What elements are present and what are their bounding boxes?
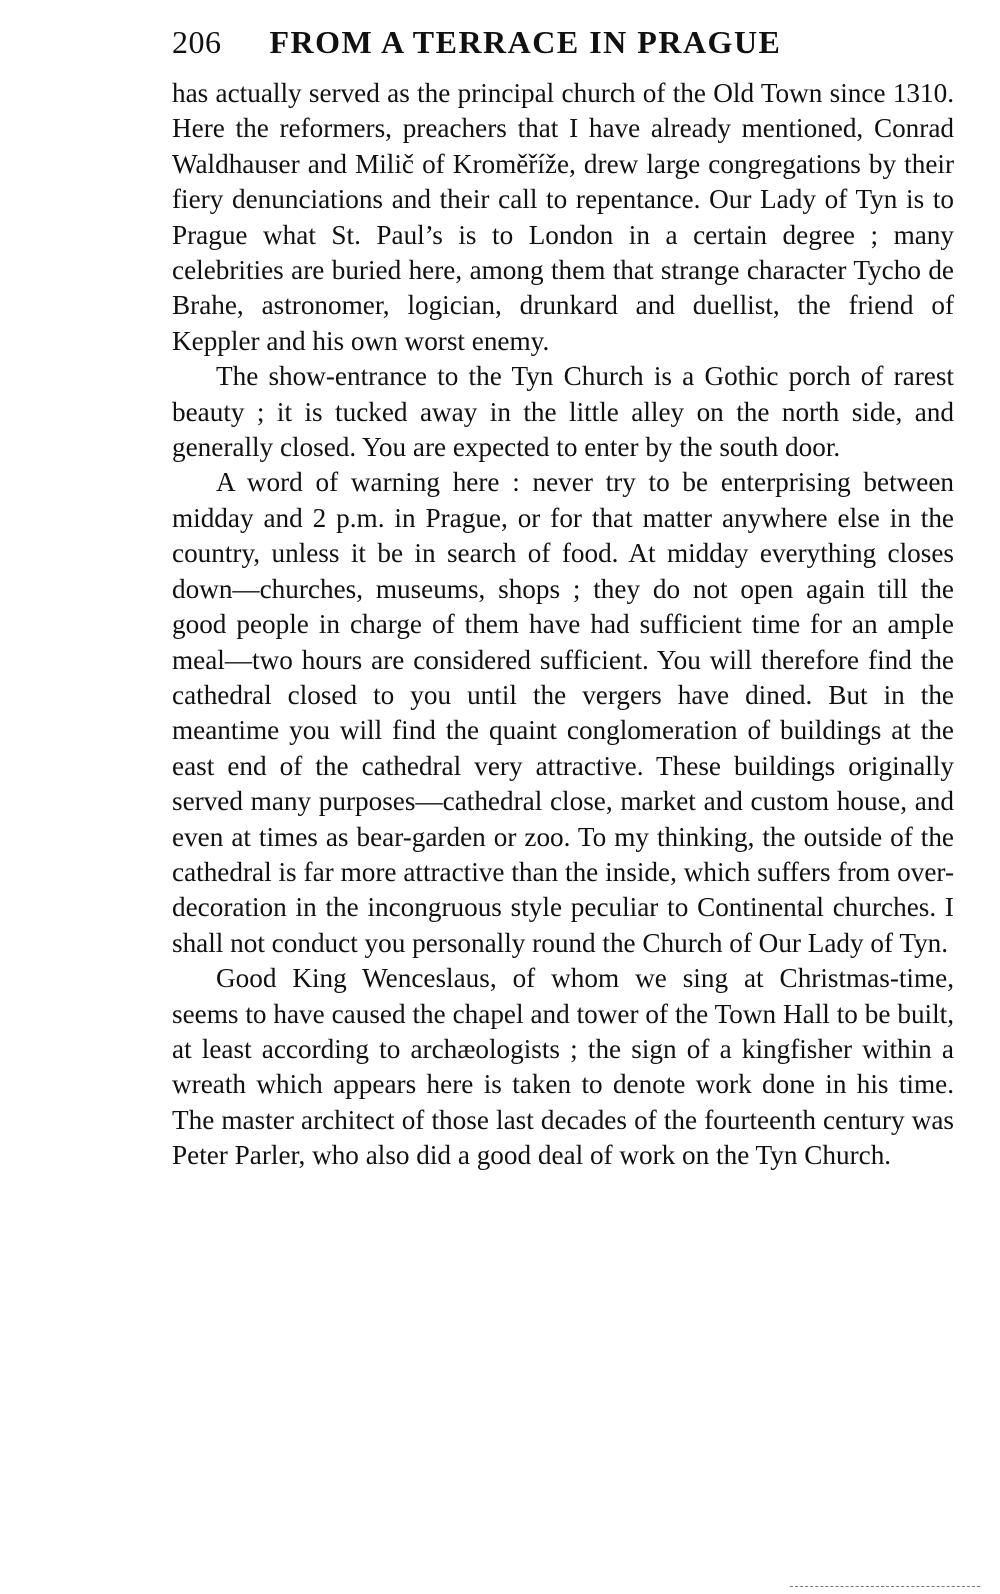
paragraph-tyn-porch: The show-entrance to the Tyn Church is a Gothic porch of rarest beauty ; it is tucked away in the little alley on the north side, and generally closed. You are expected to enter by the south door. bbox=[172, 361, 954, 463]
footer-rule bbox=[790, 1586, 980, 1587]
book-page bbox=[172, 24, 954, 1174]
paragraph-midday-warning: A word of warning here : never try to be enterprising between midday and 2 p.m. in Prague, or for that matter anywhere else in the country, unless it be in search of food. At midday everything closes down—churches, museums, shops ; they do not open again till the good people in charge of them have had sufficient time for an ample meal—two hours are considered sufficient. You will therefore find the cathedral closed to you until the vergers have dined. But in the meantime you will find the quaint conglomeration of buildings at the east end of the cathedral very attractive. These buildings originally served many purposes—cathedral close, market and custom house, and even at times as bear-garden or zoo. To my thinking, the outside of the cathedral is far more attractive than the inside, which suffers from over-decoration in the incongruous style peculiar to Continental churches. I shall not conduct you personally round the Church of Our Lady of Tyn. bbox=[172, 467, 954, 958]
running-head bbox=[172, 24, 954, 76]
paragraph-wenceslaus: Good King Wenceslaus, of whom we sing at Christmas-time, seems to have caused the chapel and tower of the Town Hall to be built, at least according to archæologists ; the sign of a kingfisher within a wreath which appears here is taken to denote work done in his time. The master architect of those last decades of the fourteenth century was Peter Parler, who also did a good deal of work on the Tyn Church. bbox=[172, 963, 954, 1171]
body-text bbox=[172, 76, 954, 1174]
page-number: 206 bbox=[172, 24, 222, 60]
paragraph-continuation: has actually served as the principal church of the Old Town since 1310. Here the reformers, preachers that I have already mentioned, Conrad Waldhauser and Milič of Kroměříže, drew large congregations by their fiery denunciations and their call to repentance. Our Lady of Tyn is to Prague what St. Paul’s is to London in a certain degree ; many celebrities are buried here, among them that strange character Tycho de Brahe, astronomer, logician, drunkard and duellist, the friend of Keppler and his own worst enemy. bbox=[172, 78, 954, 356]
running-title: FROM A TERRACE IN PRAGUE bbox=[269, 24, 782, 60]
